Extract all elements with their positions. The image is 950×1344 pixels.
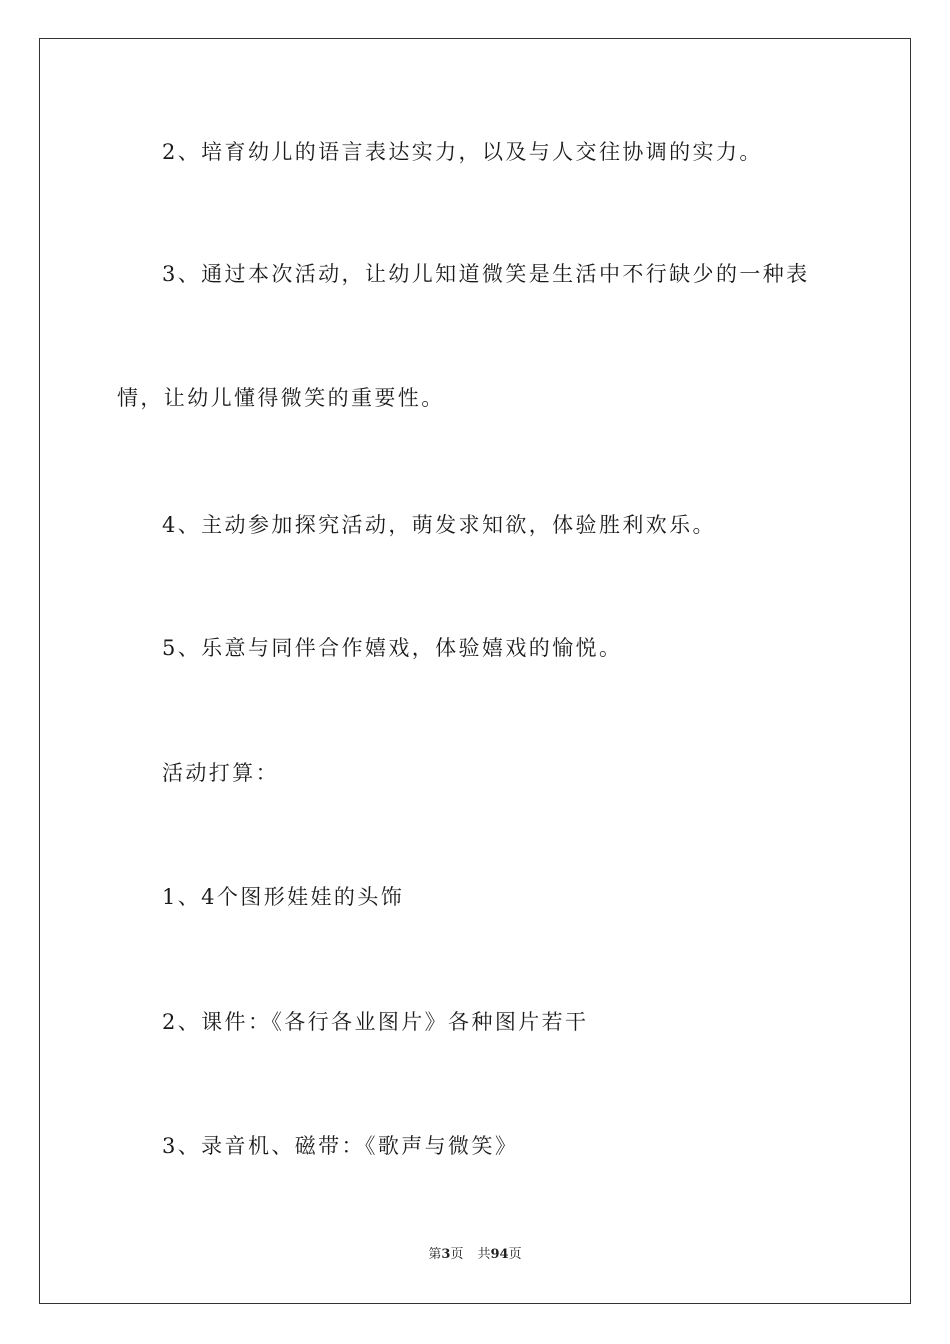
section-heading-preparation: 活动打算：	[162, 761, 279, 785]
footer-page-number: 3	[441, 1247, 451, 1262]
paragraph-goal-4: 4、主动参加探究活动，萌发求知欲，体验胜利欢乐。	[162, 513, 716, 537]
paragraph-goal-5: 5、乐意与同伴合作嬉戏，体验嬉戏的愉悦。	[162, 636, 623, 660]
paragraph-prep-3: 3、录音机、磁带：《歌声与微笑》	[162, 1134, 519, 1158]
footer-total-pages: 94	[490, 1247, 509, 1262]
paragraph-prep-2: 2、课件：《各行各业图片》各种图片若干	[162, 1010, 589, 1034]
page-frame	[39, 38, 911, 1304]
footer-total-suffix: 页	[508, 1247, 522, 1262]
page-footer	[0, 1246, 950, 1264]
paragraph-goal-2: 2、培育幼儿的语言表达实力，以及与人交往协调的实力。	[162, 140, 763, 164]
paragraph-goal-3-continued: 情，让幼儿懂得微笑的重要性。	[117, 386, 445, 410]
paragraph-goal-3: 3、通过本次活动，让幼儿知道微笑是生活中不行缺少的一种表	[162, 262, 810, 286]
paragraph-prep-1: 1、4个图形娃娃的头饰	[162, 885, 405, 909]
footer-total-prefix: 共	[477, 1247, 491, 1262]
footer-page-prefix: 第	[428, 1247, 442, 1262]
footer-page-suffix: 页	[450, 1247, 464, 1262]
